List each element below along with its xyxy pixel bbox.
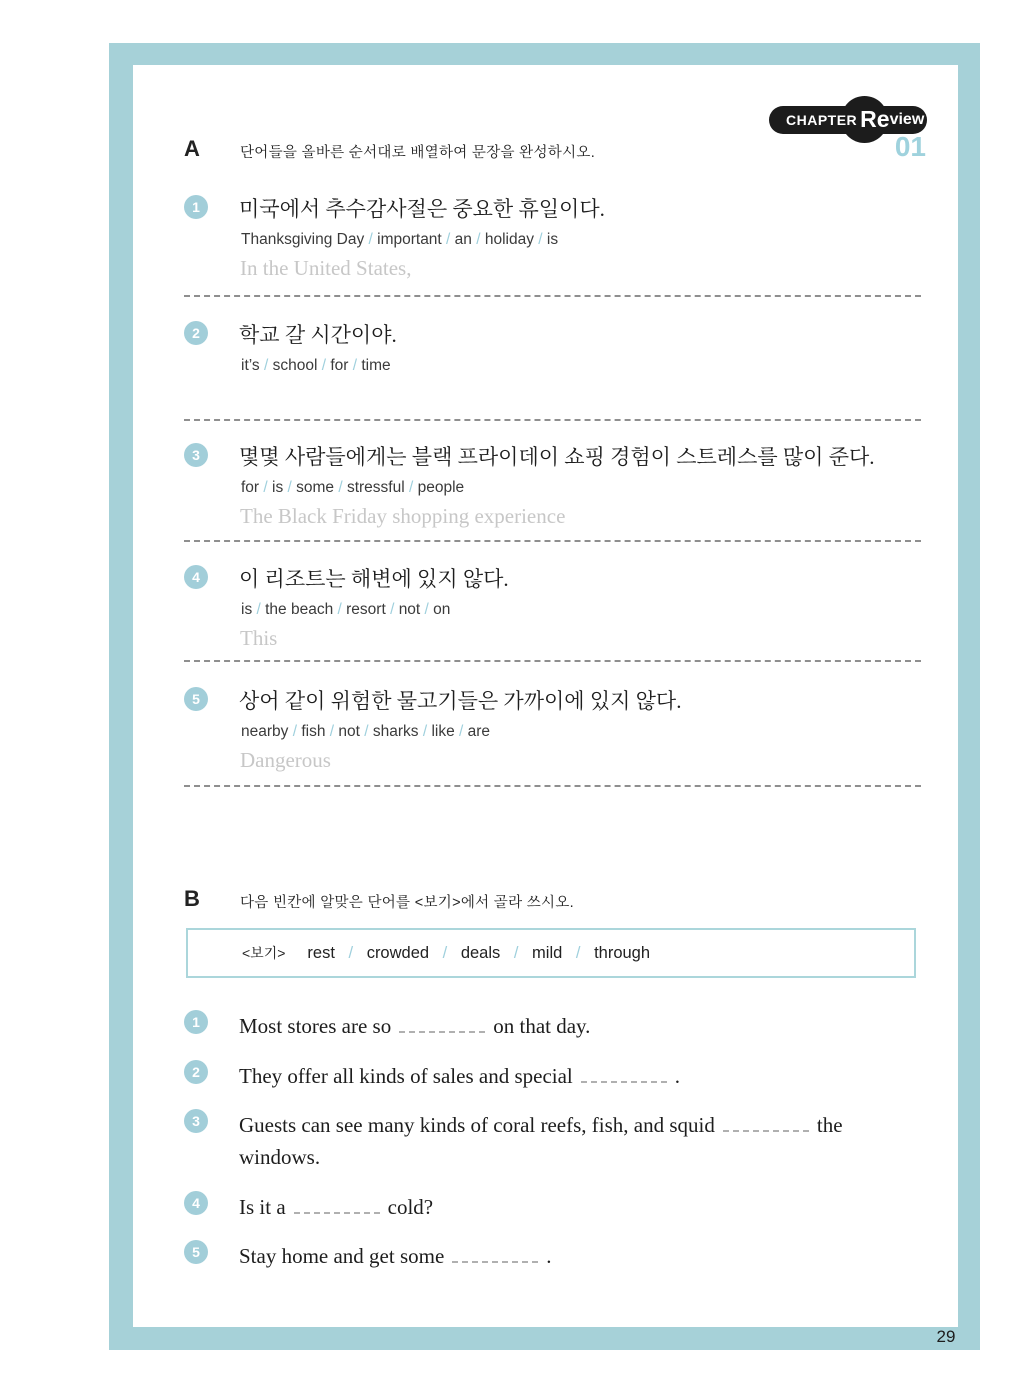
item-number-badge: 4 [184,565,208,589]
badge-view-label: view [889,110,925,128]
page-number: 29 [936,1327,956,1346]
item-number-badge: 3 [184,1109,208,1133]
word-bank: Thanksgiving Day / important / an / holiday / is [241,231,559,248]
sentence-before-blank: Is it a [239,1195,286,1219]
item-number-badge: 2 [184,321,208,345]
sentence-after-blank: . [546,1244,552,1268]
exercise-a-item-2 [184,321,924,375]
answer-line [184,295,921,297]
word-bank: is / the beach / resort / not / on [241,601,451,618]
sentence-before-blank: They offer all kinds of sales and special [239,1064,573,1088]
answer-blank [399,1018,485,1033]
exercise-a-item-1 [184,195,924,281]
word-box-words: rest / crowded / deals / mild / through [307,943,651,962]
word-bank: it’s / school / for / time [241,357,391,374]
answer-starter-text: In the United States, [240,256,412,280]
sentence-before-blank: Most stores are so [239,1014,392,1038]
badge-chapter-label: CHAPTER [786,111,858,128]
answer-blank [581,1068,667,1083]
section-a-instruction: 단어들을 올바른 순서대로 배열하여 문장을 완성하시오. [240,145,596,161]
exercise-a-item-5 [184,687,924,773]
korean-sentence: 학교 갈 시간이야. [239,323,397,347]
answer-blank [723,1117,809,1132]
answer-starter-text: This [240,626,278,650]
word-bank: for / is / some / stressful / people [241,479,465,496]
exercise-a-item-4 [184,565,924,651]
answer-blank [294,1199,380,1214]
sentence-after-blank: cold? [387,1195,434,1219]
item-number-badge: 5 [184,687,208,711]
item-number-badge: 1 [184,1010,208,1034]
section-a-label: A [184,136,200,161]
exercise-b-item-1 [184,1010,896,1042]
sentence-after-blank: . [674,1064,681,1088]
item-number-badge: 5 [184,1240,208,1264]
answer-line [184,540,921,542]
word-box-label: <보기> [242,945,286,961]
exercise-a-item-3 [184,443,924,529]
sentence-before-blank: Stay home and get some [239,1244,445,1268]
chapter-number: 01 [894,131,926,162]
section-b-instruction: 다음 빈칸에 알맞은 단어를 <보기>에서 골라 쓰시오. [240,895,574,911]
section-b-label: B [184,886,200,911]
korean-sentence: 미국에서 추수감사절은 중요한 휴일이다. [239,197,605,221]
exercise-b-item-4 [184,1191,896,1223]
word-choice-box [186,928,916,978]
exercise-b-item-2 [184,1060,896,1092]
sentence-before-blank: Guests can see many kinds of coral reefs, fish, and squid [239,1113,715,1137]
item-number-badge: 2 [184,1060,208,1084]
answer-line [184,419,921,421]
answer-line [184,660,921,662]
item-number-badge: 4 [184,1191,208,1215]
answer-starter-text: Dangerous [240,748,331,772]
exercise-b-item-3 [184,1109,896,1173]
exercise-b-item-5 [184,1240,896,1272]
sentence-after-blank: on that day. [493,1014,591,1038]
korean-sentence: 상어 같이 위험한 물고기들은 가까이에 있지 않다. [239,689,682,713]
korean-sentence: 이 리조트는 해변에 있지 않다. [239,567,509,591]
answer-starter-text: The Black Friday shopping experience [240,504,566,528]
korean-sentence: 몇몇 사람들에게는 블랙 프라이데이 쇼핑 경험이 스트레스를 많이 준다. [239,445,875,469]
answer-blank [452,1248,538,1263]
badge-re-label: Re [860,106,890,132]
sentence-after-blank: the windows. [239,1113,843,1169]
item-number-badge: 3 [184,443,208,467]
item-number-badge: 1 [184,195,208,219]
word-bank: nearby / fish / not / sharks / like / are [241,723,491,740]
answer-line [184,785,921,787]
